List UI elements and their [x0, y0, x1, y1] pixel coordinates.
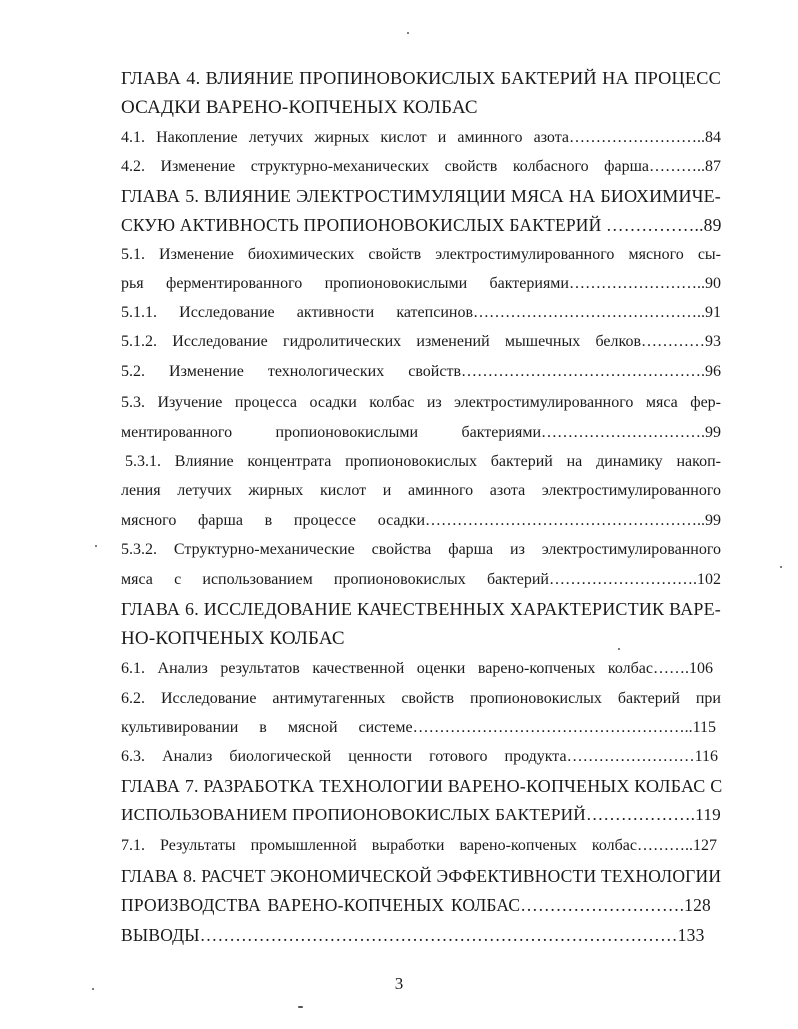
toc-entry-5-3-line-2: ментированного пропионовокислыми бактериями………………………….99	[121, 424, 721, 441]
toc-entry-5-3-1-line-3: мясного фарша в процессе осадки……………………………………………..99	[121, 512, 721, 529]
toc-entry-5-3-1-line-2: ления летучих жирных кислот и аминного азота электростимулированного	[121, 482, 721, 499]
toc-entry-4-1: 4.1. Накопление летучих жирных кислот и аминного азота……………………..84	[121, 129, 721, 146]
chapter-7-heading-line-2: ИСПОЛЬЗОВАНИЕМ ПРОПИОНОВОКИСЛЫХ БАКТЕРИЙ……………….119	[121, 805, 721, 824]
toc-entry-5-3-1-line-1: 5.3.1. Влияние концентрата пропионовокислых бактерий на динамику накоп-	[125, 453, 721, 470]
toc-entry-5-3-2-line-1: 5.3.2. Структурно-механические свойства фарша из электростимулированного	[121, 541, 721, 558]
toc-entry-6-2-line-2: культивировании в мясной системе……………………………………………..115	[121, 719, 716, 736]
toc-entry-5-2: 5.2. Изменение технологических свойств……………………………………….96	[121, 363, 721, 380]
scan-speck	[95, 545, 97, 547]
toc-entry-4-2: 4.2. Изменение структурно-механических свойств колбасного фарша………..87	[121, 158, 721, 175]
toc-entry-5-1-1: 5.1.1. Исследование активности катепсинов……………………………………..91	[121, 304, 721, 321]
scan-speck	[92, 988, 94, 990]
scan-speck	[618, 648, 620, 650]
toc-entry-5-3-line-1: 5.3. Изучение процесса осадки колбас из электростимулированного мяса фер-	[121, 394, 721, 411]
toc-entry-5-1-line-1: 5.1. Изменение биохимических свойств электростимулированного мясного сы-	[121, 246, 721, 263]
page-number: 3	[394, 974, 404, 993]
chapter-7-heading-line-1: ГЛАВА 7. РАЗРАБОТКА ТЕХНОЛОГИИ ВАРЕНО-КОПЧЕНЫХ КОЛБАС С	[121, 776, 723, 796]
scan-speck	[407, 32, 409, 34]
conclusions-entry: ВЫВОДЫ………………………………………………………………………133	[121, 925, 705, 945]
chapter-4-heading-line-1: ГЛАВА 4. ВЛИЯНИЕ ПРОПИНОВОКИСЛЫХ БАКТЕРИЙ НА ПРОЦЕСС	[121, 68, 721, 88]
chapter-5-heading-line-2: СКУЮ АКТИВНОСТЬ ПРОПИОНОВОКИСЛЫХ БАКТЕРИЙ ……………..89	[121, 215, 722, 235]
chapter-4-heading-line-2: ОСАДКИ ВАРЕНО-КОПЧЕНЫХ КОЛБАС	[121, 97, 478, 118]
chapter-5-heading-line-1: ГЛАВА 5. ВЛИЯНИЕ ЭЛЕКТРОСТИМУЛЯЦИИ МЯСА НА БИОХИМИЧЕ-	[121, 186, 721, 206]
chapter-8-heading-line-1: ГЛАВА 8. РАСЧЕТ ЭКОНОМИЧЕСКОЙ ЭФФЕКТИВНОСТИ ТЕХНОЛОГИИ	[121, 866, 722, 886]
toc-entry-5-1-line-2: рья ферментированного пропионовокислыми бактериями……………………..90	[121, 275, 721, 292]
scan-speck	[780, 566, 782, 568]
chapter-8-heading-line-2: ПРОИЗВОДСТВА ВАРЕНО-КОПЧЕНЫХ КОЛБАС……………………….128	[121, 895, 711, 915]
chapter-6-heading-line-1: ГЛАВА 6. ИССЛЕДОВАНИЕ КАЧЕСТВЕННЫХ ХАРАКТЕРИСТИК ВАРЕ-	[121, 599, 721, 619]
chapter-6-heading-line-2: НО-КОПЧЕНЫХ КОЛБАС	[121, 628, 345, 649]
toc-entry-5-3-2-line-2: мяса с использованием пропионовокислых бактерий……………………….102	[121, 571, 721, 588]
toc-entry-5-1-2: 5.1.2. Исследование гидролитических изменений мышечных белков…………93	[121, 333, 721, 350]
toc-entry-6-2-line-1: 6.2. Исследование антимутагенных свойств пропионовокислых бактерий при	[121, 690, 721, 707]
toc-entry-6-1: 6.1. Анализ результатов качественной оценки варено-копченых колбас…….106	[121, 660, 713, 677]
toc-entry-6-3: 6.3. Анализ биологической ценности готового продукта……………………116	[121, 748, 718, 765]
toc-entry-7-1: 7.1. Результаты промышленной выработки варено-копченых колбас………..127	[121, 837, 717, 854]
scan-speck	[298, 1006, 303, 1008]
